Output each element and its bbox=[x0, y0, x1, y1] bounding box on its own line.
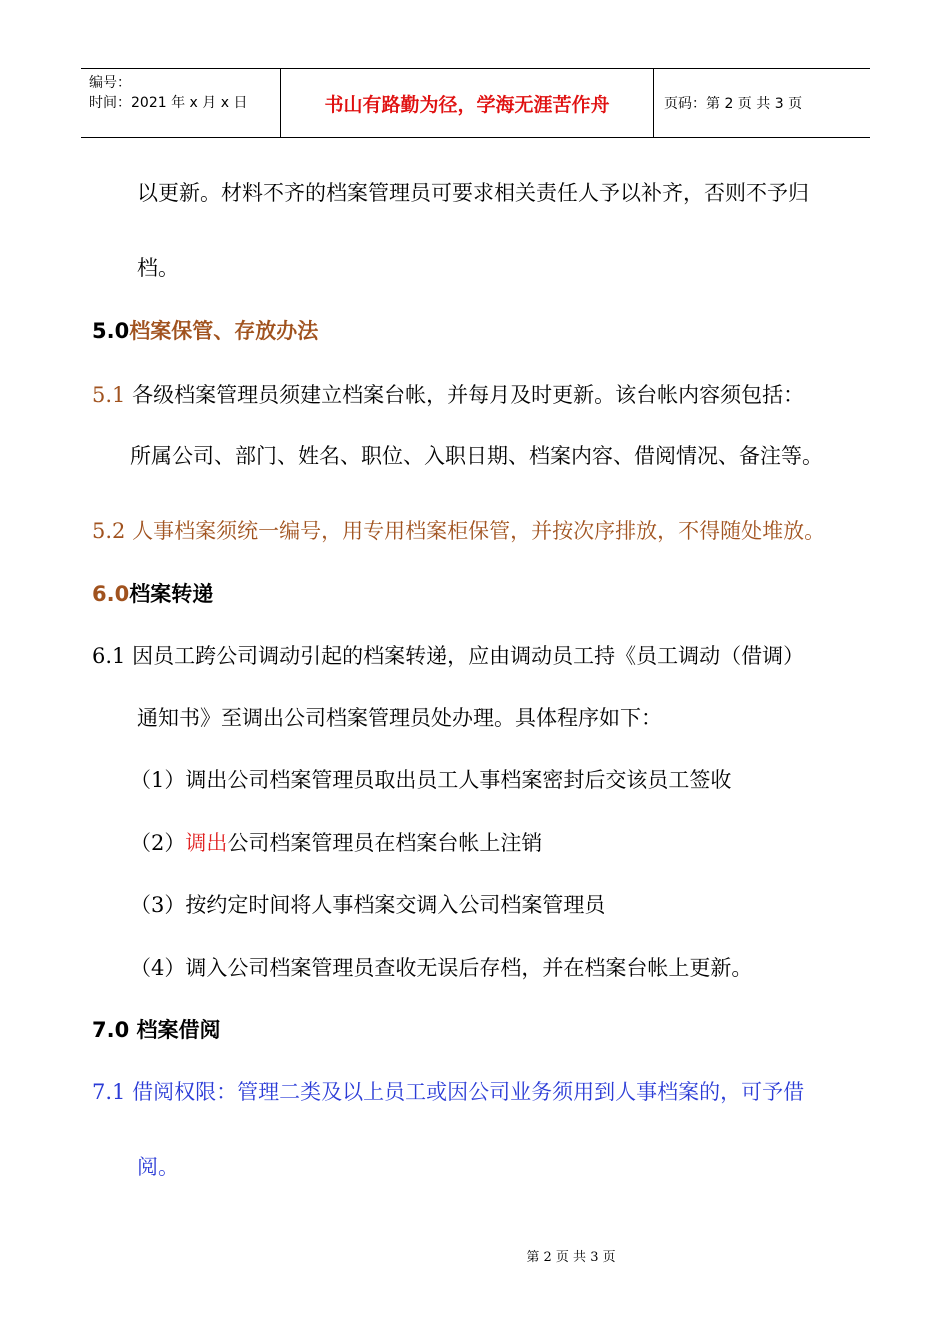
header-page-info: 页码：第 2 页 共 3 页 bbox=[664, 96, 803, 112]
section-heading-6 bbox=[92, 580, 213, 608]
procedure-step-1: （1）调出公司档案管理员取出员工人事档案密封后交该员工签收 bbox=[130, 768, 732, 792]
paragraph-line: 通知书》至调出公司档案管理员处办理。具体程序如下： bbox=[137, 706, 662, 730]
procedure-step-2 bbox=[130, 829, 542, 857]
section-heading-5 bbox=[92, 317, 318, 345]
procedure-step-3: （3）按约定时间将人事档案交调入公司档案管理员 bbox=[130, 893, 606, 917]
procedure-step-4: （4）调入公司档案管理员查收无误后存档，并在档案台帐上更新。 bbox=[130, 956, 753, 980]
step-text: 公司档案管理员在档案台帐上注销 bbox=[227, 831, 543, 855]
paragraph-line: 档。 bbox=[137, 256, 179, 280]
section-number: 5.0 bbox=[92, 319, 130, 343]
clause-7-1: 7.1 借阅权限：管理二类及以上员工或因公司业务须用到人事档案的，可予借 bbox=[92, 1080, 805, 1104]
section-title: 档案保管、存放办法 bbox=[129, 319, 319, 343]
clause-5-1 bbox=[92, 381, 804, 409]
section-number: 6.0 bbox=[92, 582, 130, 606]
section-heading-7: 7.0 档案借阅 bbox=[92, 1018, 221, 1042]
section-title: 档案转递 bbox=[129, 582, 214, 606]
highlighted-text: 调出 bbox=[185, 831, 228, 855]
clause-text: 各级档案管理员须建立档案台帐，并每月及时更新。该台帐内容须包括： bbox=[132, 383, 805, 407]
page-header bbox=[81, 68, 870, 138]
header-motto: 书山有路勤为径，学海无涯苦作舟 bbox=[281, 69, 654, 137]
paragraph-line: 阅。 bbox=[137, 1155, 179, 1179]
clause-number: 5.1 bbox=[92, 383, 126, 407]
document-date: 时间：2021 年 x 月 x 日 bbox=[89, 95, 248, 111]
step-number: （2） bbox=[130, 831, 186, 855]
header-meta bbox=[81, 69, 281, 137]
clause-6-1: 6.1 因员工跨公司调动引起的档案转递，应由调动员工持《员工调动（借调） bbox=[92, 644, 805, 668]
page-footer: 第 2 页 共 3 页 bbox=[526, 1250, 616, 1265]
clause-5-2: 5.2 人事档案须统一编号，用专用档案柜保管，并按次序排放，不得随处堆放。 bbox=[92, 519, 826, 543]
paragraph-line: 所属公司、部门、姓名、职位、入职日期、档案内容、借阅情况、备注等。 bbox=[130, 444, 823, 468]
paragraph-line: 以更新。材料不齐的档案管理员可要求相关责任人予以补齐，否则不予归 bbox=[137, 181, 809, 205]
document-number: 编号： bbox=[89, 75, 131, 91]
